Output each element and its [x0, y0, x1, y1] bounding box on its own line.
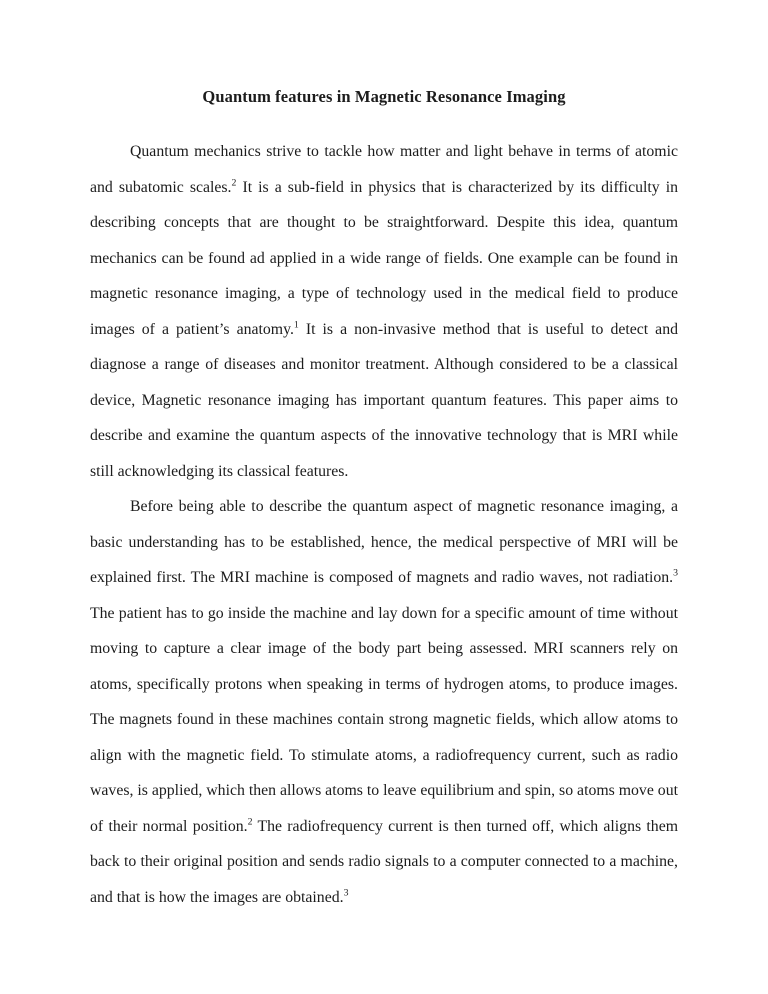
paragraph-2: Before being able to describe the quantum aspect of magnetic resonance imaging, a basic understanding has to be established, hence, the medical perspective of MRI will be explained first. The MRI machine is composed of magnets and radio waves, not radiation.$^3$ The patient has to go inside the machine and lay down for a specific amount of time without moving to capture a clear image of the body part being assessed. MRI scanners rely on atoms, specifically protons when speaking in terms of hydrogen atoms, to produce images. The magnets found in these machines contain strong magnetic fields, which allow atoms to align with the magnetic field. To stimulate atoms, a radiofrequency current, such as radio waves, is applied, which then allows atoms to leave equilibrium and spin, so atoms move out of their normal position.$^2$ The radiofrequency current is then turned off, which aligns them back to their original position and sends radio signals to a computer connected to a machine, and that is how the images are obtained.$^3$ — [90, 498, 678, 906]
footnote-marker: 2 — [247, 816, 253, 828]
document-body — [90, 107, 678, 915]
footnote-marker: 3 — [673, 567, 678, 579]
footnote-marker: 1 — [293, 319, 299, 331]
footnote-marker: 3 — [343, 887, 349, 899]
document-title: Quantum features in Magnetic Resonance Imaging — [202, 87, 566, 106]
paragraph-1: Quantum mechanics strive to tackle how matter and light behave in terms of atomic and subatomic scales.$^2$ It is a sub-field in physics that is characterized by its difficulty in describing concepts that are thought to be straightforward. Despite this idea, quantum mechanics can be found ad applied in a wide range of fields. One example can be found in magnetic resonance imaging, a type of technology used in the medical field to produce images of a patient’s anatomy.$^1$ It is a non-invasive method that is useful to detect and diagnose a range of diseases and monitor treatment. Although considered to be a classical device, Magnetic resonance imaging has important quantum features. This paper aims to describe and examine the quantum aspects of the innovative technology that is MRI while still acknowledging its classical features. — [90, 143, 678, 480]
footnote-marker: 2 — [231, 177, 237, 189]
